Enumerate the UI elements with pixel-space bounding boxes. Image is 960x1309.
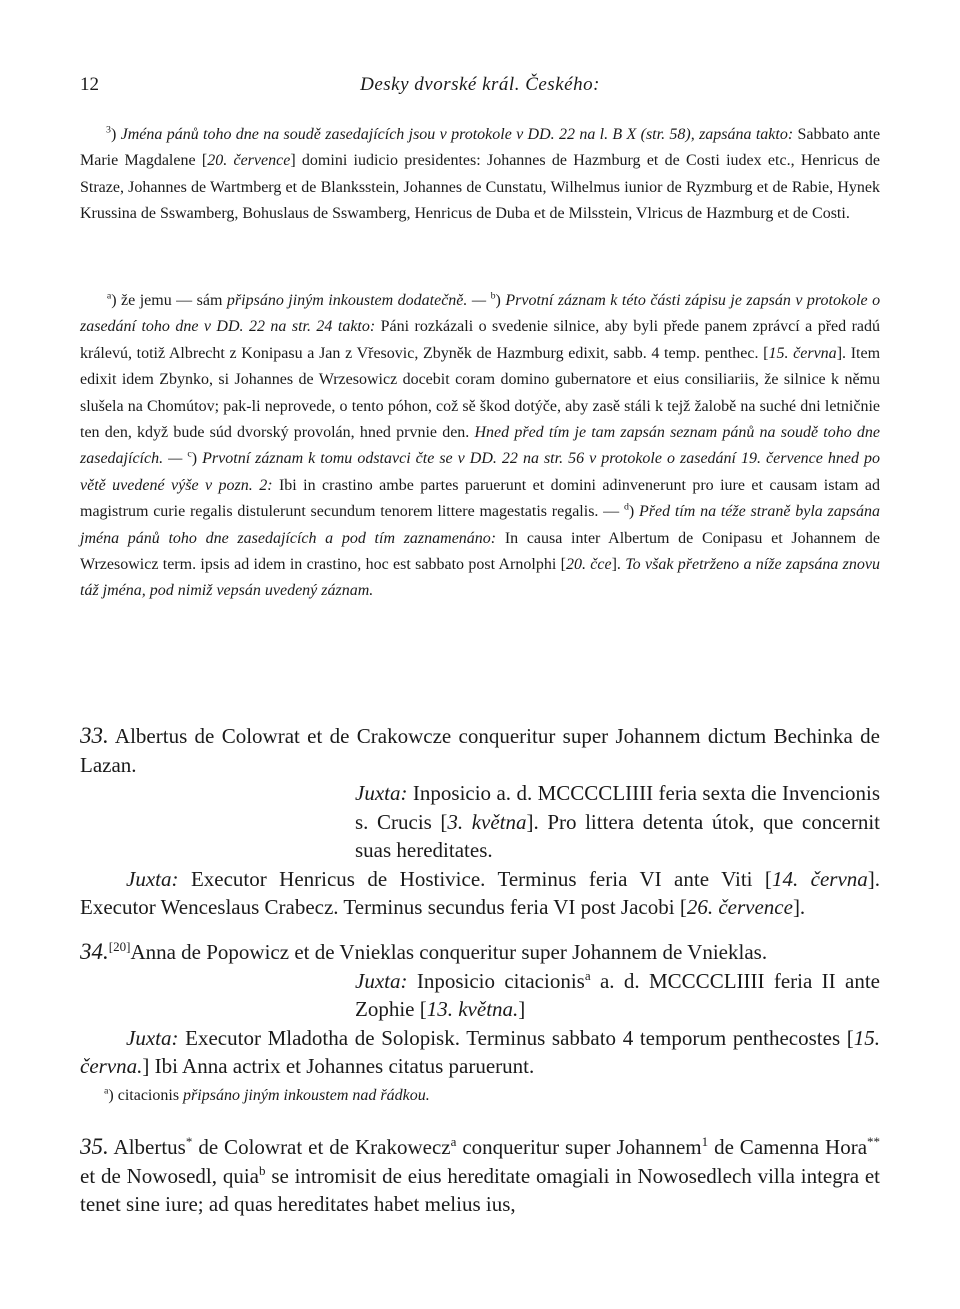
entry-text: et de Nowosedl, quia — [80, 1163, 259, 1188]
entry-text: conqueritur super Johannem — [462, 1135, 702, 1159]
note-a-text: že jemu — sám — [121, 292, 223, 309]
note-mark: * — [185, 1134, 193, 1149]
note-c-intro: Prvotní záznam k tomu odstavci čte se v DD. 22 na str. 56 v protokole o zasedání 19. července hned po větě uvedené výše v pozn. 2: — [80, 450, 881, 494]
note-c-mark: c — [187, 449, 192, 461]
page-header — [80, 74, 880, 104]
note-b-comment: Hned před tím je tam zapsán seznam pánů na soudě toho dne zasedajících. — — [80, 424, 881, 468]
juxta-text: ] — [518, 997, 526, 1021]
juxta-executor — [80, 1024, 880, 1081]
note-mark: a — [450, 1134, 457, 1149]
juxta-executor — [80, 865, 880, 922]
critical-notes: $^a$) že jemu — sám připsáno jiným inkoustem dodatečně. — $^b$) Prvotní záznam k této části zápisu je zapsán v protokole o zasedání toho dne v DD. 22 na str. 24 takto: Páni rozkázali o svedenie silnice, aby byli přede panem zprávcí a před radú králevú, totiž Albrecht z Konipasu a Jan z Vřesovic, Zbyněk de Hazmburg edixit, sabb. 4 temp. penthec. [15. června]. Item edixit idem Zbynko, si Johannes de Wrzesowicz docebit coram domino gubernatore et eius consiliariis, že silnice k němu slušela na Chomútov; pak-li neprovede, o tento póhon, což sě škod dotýče, aby zasě stáli k tejž žalobě na suché dni letničnie ten den, když bude súd dvorský provolán, hned prvnie den. Hned před tím je tam zapsán seznam pánů na soudě toho dne zasedajících. — $^c$) Prvotní záznam k tomu odstavci čte se v DD. 22 na str. 56 v protokole o zasedání 19. července hned po větě uvedené výše v pozn. 2: Ibi in crastino ambe partes paruerunt et domini adinvenerunt pro iure et causam istam ad magistrum curie regalis distulerunt secundum tenorem littere magestatis regalis. — $^d$) Před tím na téže straně byla zapsána jména pánů toho dne zasedajících a pod tím zaznamenáno: In causa inter Albertum de Conipasu et Johannem de Wrzesowicz term. ipsis ad idem in crastino, hoc est sabbato post Arnolphi [20. čce]. To však přetrženo a níže zapsána znovu táž jména, pod nimiž vepsán uvedený záznam. — [80, 290, 881, 600]
juxta-text: ]. — [792, 895, 806, 919]
juxta-text: a. d. MCCCCLIIII feria II ante Zophie [ — [355, 968, 880, 1021]
entry-text: de Camenna Hora — [714, 1135, 868, 1159]
page-ref: [20] — [108, 939, 131, 954]
note-mark: b — [259, 1162, 266, 1178]
note-a-comment: připsáno jiným inkoustem dodatečně. — — [226, 292, 487, 309]
juxta-text: Executor Henricus de Hostivice. Terminus feria VI ante Viti [ — [190, 866, 772, 891]
note-date: 20. července — [207, 152, 291, 170]
note-b-czech-text-2: ]. Item edixit idem Zbynko, si Johannes de Wrzesowicz docebit coram domino gubernatore et eius consiliariis, že silnice k němu slušela na Chomútov; pak-li neprovede, o tento póhon, což sě škod dotýče, aby zasě stáli k tejž žalobě na suché dni letničnie ten den, když bude súd dvorský provolán, hned prvnie den. — [80, 344, 881, 442]
note-a-mark: a — [106, 290, 112, 302]
entry-text: de Colowrat et de Krakowecz — [198, 1135, 451, 1159]
entry-34-footnote: $^a$) citacionis připsáno jiným inkoustem nad řádkou. — [104, 1085, 430, 1104]
entry-35 — [80, 1133, 880, 1219]
juxta-date: 15. června. — [80, 1025, 881, 1078]
note-b-date: 15. června — [768, 344, 837, 362]
page-number: 12 — [80, 74, 99, 95]
juxta-label: Juxta: — [355, 781, 408, 805]
note-d-date: 20. čce — [565, 556, 612, 574]
note-mark: a — [584, 967, 591, 983]
juxta-text: Executor Mladotha de Solopisk. Terminus sabbato 4 temporum penthecostes [ — [185, 1025, 854, 1050]
entry-33 — [80, 722, 880, 922]
entry-34 — [80, 938, 880, 1081]
juxta-text: Inposicio a. d. MCCCCLIIII feria sexta die Invencionis s. Crucis [ — [355, 781, 881, 834]
entry-number: 34. — [80, 939, 109, 964]
juxta-block — [80, 779, 880, 865]
footnote-text: připsáno jiným inkoustem nad řádkou. — [183, 1087, 430, 1104]
juxta-date: 14. června — [771, 866, 868, 891]
juxta-text: ]. Pro littera detenta útok, que concernit suas hereditates. — [355, 809, 880, 862]
note-mark: ** — [867, 1134, 881, 1149]
note-b-czech-text: Páni rozkázali o svedenie silnice, aby byli přede panem zprávcí a před radú králevú, totiž Albrecht z Konipasu a Jan z Vřesovic, Zbyněk de Hazmburg edixit, sabb. 4 temp. penthec. [ — [80, 318, 881, 362]
footnote-mark: a — [104, 1085, 109, 1097]
footnote-word: citacionis — [117, 1087, 180, 1104]
juxta-date: 26. července — [686, 895, 793, 919]
juxta-text: Inposicio citacionis — [416, 968, 585, 993]
entry-text: Albertus — [113, 1135, 186, 1159]
note-intro: Jména pánů toho dne na soudě zasedajících jsou v protokole v DD. 22 na l. B X (str. 58), zapsána takto: — [120, 126, 794, 143]
juxta-text: ] Ibi Anna actrix et Johannes citatus paruerunt. — [142, 1054, 535, 1078]
note-b-mark: b — [490, 290, 496, 302]
juxta-text: ]. Executor Wenceslaus Crabecz. Terminus secundus feria VI post Jacobi [ — [80, 866, 881, 919]
note-d-comment: To však přetrženo a níže zapsána znovu táž jména, pod nimiž vepsán uvedený záznam. — [80, 556, 880, 600]
entry-number: 33. — [80, 723, 109, 748]
footnote-3: $^3$) Jména pánů toho dne na soudě zasedajících jsou v protokole v DD. 22 na l. B X (str. 58), zapsána takto: Sabbato ante Marie Magdalene [20. července] domini iudicio presidentes: Johannes de Hazmburg et de Costi iudex etc., Henricus de Straze, Johannes de Wartmberg et de Blanksstein, Johannes de Cunstatu, Wilhelmus iunior de Ryzmburg et de Rabie, Hynek Krussina de Sswamberg, Bohuslaus de Sswamberg, Henricus de Duba et de Milsstein, Vlricus de Hazmburg et de Costi. — [80, 124, 881, 223]
footnote-mark: 3 — [105, 124, 111, 136]
note-d-mark: d — [623, 501, 629, 513]
juxta-label: Juxta: — [126, 1025, 179, 1050]
juxta-label: Juxta: — [126, 866, 179, 891]
juxta-date: 13. května. — [426, 997, 519, 1021]
entry-text: Albertus de Colowrat et de Crakowcze conqueritur super Johannem dictum Bechinka de Lazan. — [80, 724, 881, 777]
note-d-intro: Před tím na téže straně byla zapsána jména pánů toho dne zasedajících a pod tím zaznamenáno: — [80, 503, 881, 547]
note-text: Sabbato ante Marie Magdalene [ — [80, 126, 881, 170]
entry-number: 35. — [80, 1134, 109, 1159]
juxta-block — [80, 967, 880, 1024]
note-mark: 1 — [701, 1134, 709, 1149]
note-text: ] domini iudicio presidentes: Johannes de Hazmburg et de Costi iudex etc., Henricus de Straze, Johannes de Wartmberg et de Blanksstein, Johannes de Cunstatu, Wilhelmus iunior de Ryzmburg et de Rabie, Hynek Krussina de Sswamberg, Bohuslaus de Sswamberg, Henricus de Duba et de Milsstein, Vlricus de Hazmburg et de Costi. — [80, 152, 881, 223]
note-d-bracket: ]. — [611, 556, 621, 574]
juxta-date: 3. května — [447, 809, 527, 834]
entry-text: se intromisit de eius hereditate omagiali in Nowosedlech villa integra et tenet sine iure; ad quas hereditates habet melius ius, — [80, 1163, 881, 1216]
note-c-latin: Ibi in crastino ambe partes paruerunt et domini adinvenerunt pro iure et causam istam ad magistrum curie regalis distulerunt secundum tenorem littere magestatis regalis. — — [80, 476, 881, 521]
juxta-label: Juxta: — [355, 968, 408, 993]
note-d-latin: In causa inter Albertum de Conipasu et Johannem de Wrzesowicz term. ipsis ad idem in crastino, hoc est sabbato post Arnolphi [ — [80, 529, 880, 574]
note-b-intro: Prvotní záznam k této části zápisu je zapsán v protokole o zasedání toho dne v DD. 22 na str. 24 takto: — [80, 292, 881, 336]
entry-text: Anna de Popowicz et de Vnieklas conqueritur super Johannem de Vnieklas. — [130, 940, 768, 964]
running-title: Desky dvorské král. Českého: — [360, 74, 600, 95]
